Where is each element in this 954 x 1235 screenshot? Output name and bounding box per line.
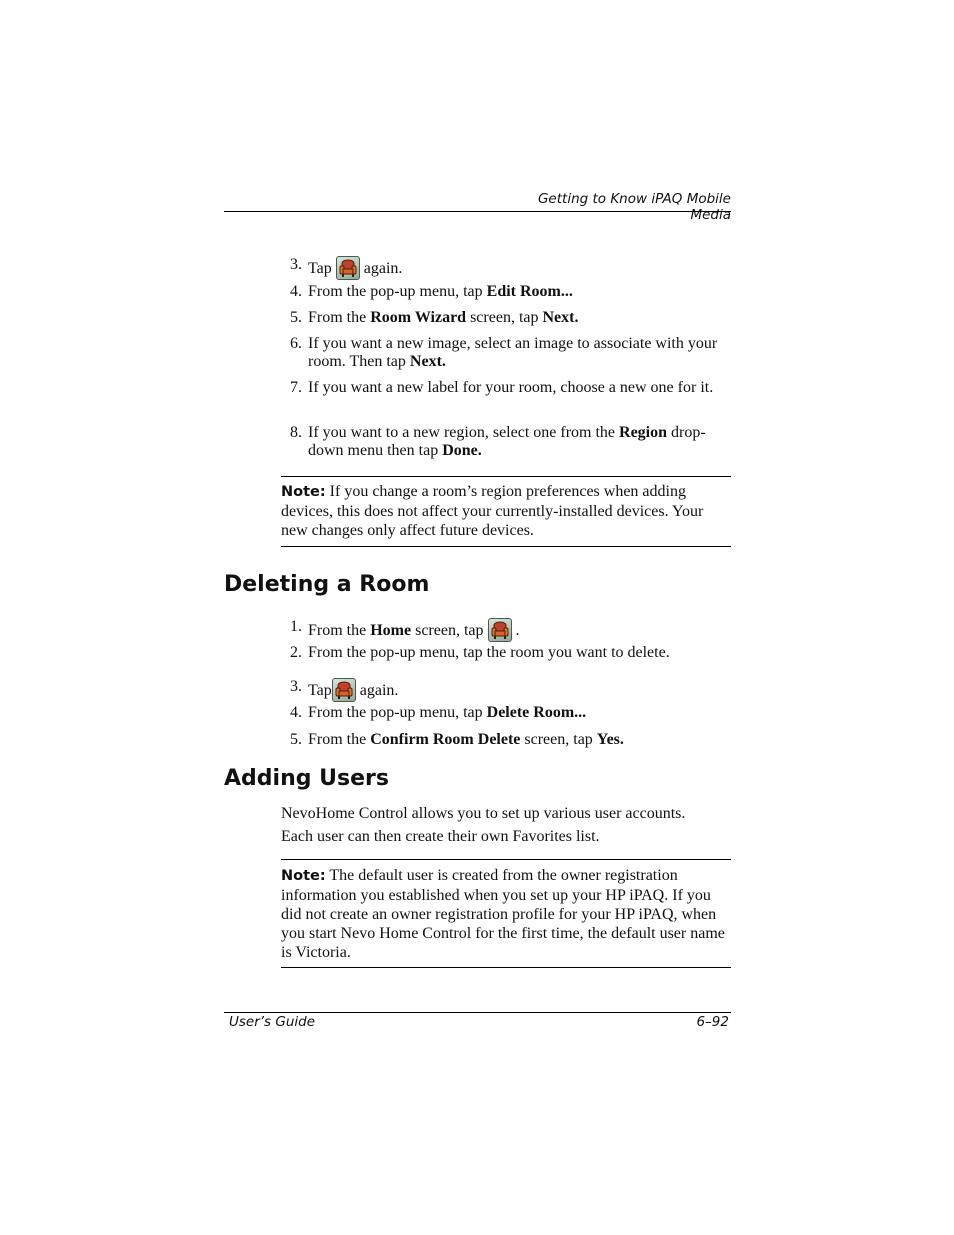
footer-rule [224, 1012, 731, 1013]
running-header: Getting to Know iPAQ Mobile Media [537, 191, 731, 223]
step-text [308, 731, 733, 749]
step-text-pre: If you want a new image, select an image to associate with your room. Then tap [308, 335, 718, 370]
step-text-pre: From the [308, 309, 371, 326]
body-paragraph: Each user can then create their own Favorites list. [281, 828, 600, 845]
step-text-pre: From the pop-up menu, tap [308, 283, 487, 300]
step-number: 2. [290, 644, 302, 661]
step-text-pre: If you want a new label for your room, choose a new one for it. [308, 379, 714, 396]
step-text-mid: screen, tap [466, 309, 543, 326]
step-text-bold: Next. [409, 353, 446, 370]
armchair-icon [336, 256, 360, 280]
step-text [308, 335, 733, 371]
step-text [308, 618, 733, 642]
step-number: 1. [290, 618, 302, 635]
section-heading: Adding Users [224, 766, 389, 791]
header-rule [224, 211, 731, 212]
step-number: 3. [290, 256, 302, 273]
step-text-mid: screen, tap [520, 731, 597, 748]
section-heading: Deleting a Room [224, 572, 430, 597]
step-text-post: again. [363, 260, 403, 277]
step-number: 3. [290, 678, 302, 695]
step-number: 5. [290, 309, 302, 326]
step-text-bold: Delete Room... [486, 704, 587, 721]
note-top-rule [281, 476, 731, 477]
step-text-bold: Yes. [596, 731, 624, 748]
step-text [308, 704, 733, 722]
step-text [308, 379, 733, 397]
step-text-bold: Home [370, 622, 412, 639]
step-number: 4. [290, 704, 302, 721]
armchair-icon [332, 678, 356, 702]
step-text-pre: Tap [308, 260, 332, 277]
step-text-pre: From the [308, 731, 371, 748]
step-number: 8. [290, 424, 302, 441]
step-text-post: . [515, 622, 520, 639]
step-text-bold: Confirm Room Delete [370, 731, 521, 748]
note-bottom-rule [281, 546, 731, 547]
note-top-rule [281, 859, 731, 860]
step-text-mid: drop-down menu then tap [308, 424, 706, 459]
note-box [281, 482, 731, 540]
step-number: 5. [290, 731, 302, 748]
step-text-bold: Next. [542, 309, 579, 326]
step-number: 7. [290, 379, 302, 396]
armchair-icon [488, 618, 512, 642]
step-text-pre: If you want to a new region, select one from the [308, 424, 620, 441]
step-text-bold: Edit Room... [486, 283, 573, 300]
note-bottom-rule [281, 967, 731, 968]
note-text: If you change a room’s region preferences when adding devices, this does not affect your currently-installed devices. Your new changes only affect future devices. [281, 483, 704, 539]
step-text-bold: Room Wizard [370, 309, 467, 326]
step-number: 4. [290, 283, 302, 300]
step-text-mid: screen, tap [411, 622, 484, 639]
step-text [308, 256, 733, 280]
note-text: The default user is created from the owner registration information you established when you set up your HP iPAQ. If you did not create an owner registration profile for your HP iPAQ, when you start Nevo Home Control for the first time, the default user name is Victoria. [281, 867, 725, 961]
step-text [308, 678, 733, 702]
step-text-post: again. [359, 682, 399, 699]
step-text [308, 644, 733, 662]
note-label: Note: [281, 484, 326, 500]
step-text [308, 309, 733, 327]
page-number: 6–92 [696, 1014, 729, 1030]
footer-left: User’s Guide [229, 1014, 316, 1030]
step-text-pre: From the pop-up menu, tap the room you want to delete. [308, 644, 670, 661]
step-text-pre: From the [308, 622, 371, 639]
step-number: 6. [290, 335, 302, 352]
note-box [281, 866, 731, 962]
body-paragraph: NevoHome Control allows you to set up various user accounts. [281, 805, 686, 822]
step-text-bold: Region [619, 424, 668, 441]
step-text [308, 424, 733, 460]
step-text-pre: From the pop-up menu, tap [308, 704, 487, 721]
note-label: Note: [281, 868, 326, 884]
step-text [308, 283, 733, 301]
step-text-bold: Done. [442, 442, 482, 459]
step-text-pre: Tap [308, 682, 332, 699]
